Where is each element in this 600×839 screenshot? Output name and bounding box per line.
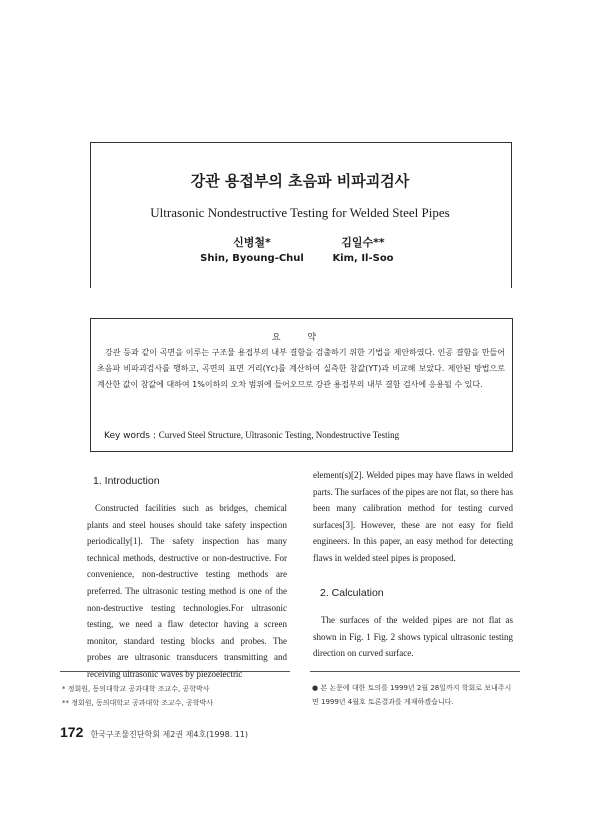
author-2-name-english: Kim, Il-Soo: [332, 253, 394, 264]
paper-title-korean: 강관 용접부의 초음파 비파괴검사: [190, 172, 410, 190]
footnote-divider-right: [310, 671, 520, 672]
footnote-author-1: * 정회원, 동의대학교 공과대학 조교수, 공학박사: [62, 685, 210, 693]
introduction-paragraph: Constructed facilities such as bridges, chemical plants and steel houses should take safety inspection periodically[1]. The safety inspection has many technical methods, destructive or non-destructive. For convenience, non-destructive testing methods are preferred. The ultrasonic testing method is one of the non-destructive testing technologies.For ultrasonic testing, we need a flaw detector having a screen monitor, standard testing blocks and probes. The probes are ultrasonic transducers transmitting and receiving ultrasonic waves by piezoelectric: [87, 503, 287, 679]
page-footer: [60, 722, 248, 741]
section-heading-calculation: 2. Calculation: [320, 587, 384, 599]
keywords: [104, 430, 504, 441]
footnote-author-2: ** 정회원, 동의대학교 공과대학 조교수, 공학박사: [62, 699, 214, 707]
author-1: [192, 234, 312, 264]
footnote-submission: ● 본 논문에 대한 토의를 1999년 2월 28일까지 학회로 보내주시면 1999년 4월호 토론결과를 게재하겠습니다.: [312, 684, 512, 706]
keywords-text: Curved Steel Structure, Ultrasonic Testing, Nondestructive Testing: [158, 430, 400, 440]
abstract-heading: 요 약: [271, 333, 329, 343]
keywords-label: Key words :: [104, 431, 156, 441]
journal-citation: 한국구조물진단학회 제2권 제4호(1998. 11): [90, 730, 249, 739]
section-heading-introduction: 1. Introduction: [93, 475, 160, 487]
author-2-name-korean: 김일수**: [341, 236, 385, 249]
calculation-paragraph: The surfaces of the welded pipes are not flat as shown in Fig. 1 Fig. 2 shows typical ultrasonic testing direction on curved surface.: [313, 615, 513, 659]
introduction-paragraph-continued: element(s)[2]. Welded pipes may have flaws in welded parts. The surfaces of the pipes are not flat, so there has been many calibration method for testing curved surfaces[3]. However, these are not easy for field engineers. In this paper, an easy method for detecting flaws in welded steel pipes is proposed.: [313, 470, 514, 563]
author-1-name-korean: 신병철*: [233, 236, 271, 249]
abstract-body: 강관 등과 같이 곡면을 이루는 구조물 용접부의 내부 결함을 검출하기 위한 기법을 제안하였다. 인공 결함을 만들어 초음파 비파괴검사를 행하고, 곡면의 표면 거리(Yc)를 계산하여 실측한 참값(YT)과 비교해 보았다. 제안된 방법으로 계산한 값이 참값에 대하여 1%이하의 오차 범위에 들어오므로 강관 용접부의 내부 결함 검사에 응용될 수 있다.: [97, 348, 505, 389]
footnote-divider-left: [60, 671, 290, 672]
author-2: [303, 234, 423, 264]
author-1-name-english: Shin, Byoung-Chul: [200, 253, 304, 264]
page-number: 172: [60, 724, 84, 740]
paper-title-english: Ultrasonic Nondestructive Testing for Welded Steel Pipes: [150, 205, 450, 220]
